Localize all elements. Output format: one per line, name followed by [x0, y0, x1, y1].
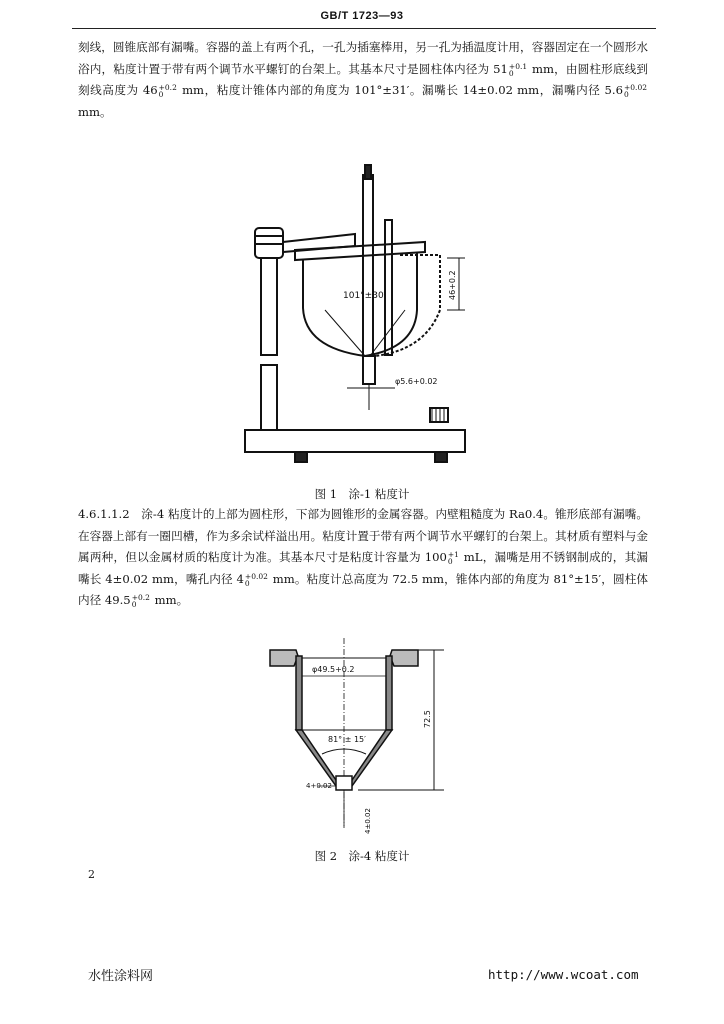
fig1-base-plate	[245, 430, 465, 452]
page-header: GB/T 1723—93	[320, 10, 404, 22]
fig1-plug-rod	[363, 175, 373, 375]
header-rule	[72, 28, 656, 29]
fig1-nozzle	[363, 356, 375, 384]
fig1-foot-right	[435, 452, 447, 462]
p1-text-c: mm，粘度计锥体内部的角度为 101°±31′。漏嘴长 14±0.02 mm，漏嘴内径 5.6	[177, 83, 623, 97]
fig2-flange-left	[270, 650, 298, 666]
figure-2-drawing	[258, 636, 458, 836]
figure-2-caption: 图 2 涂-4 粘度计	[314, 849, 410, 863]
paragraph-2	[78, 504, 648, 612]
fig2-nozzle	[336, 776, 352, 790]
p2-text-c: mm。粘度计总高度为 72.5 mm，锥体内部的角度为 81°±15′，圆柱体内径 49.5	[78, 571, 649, 607]
p2-tol-c: +0.2 0	[131, 593, 150, 609]
fig1-height-label: 46+0.2	[448, 270, 457, 300]
fig1-lid	[295, 242, 425, 260]
fig1-foot-left	[295, 452, 307, 462]
p2-text-b: mL，漏嘴是用不锈钢制成的，其漏嘴长 4±0.02 mm，嘴孔内径 4	[78, 550, 648, 586]
fig2-nozzle-length-label: 4±0.02	[364, 808, 372, 834]
fig1-level-screw	[430, 408, 448, 422]
fig2-wall-right	[386, 656, 392, 730]
fig2-angle-label: 81° ± 15′	[328, 735, 366, 744]
footer-site-name: 水性涂料网	[88, 969, 154, 984]
p1-text-b: mm，由圆柱形底线到刻线高度为 46	[78, 61, 648, 97]
figure-1-drawing	[235, 160, 475, 475]
p1-text-a: 刻线，圆锥底部有漏嘴。容器的盖上有两个孔，一孔为插塞棒用，另一孔为插温度计用，容器固定在一个圆形水浴内，粘度计置于带有两个调节水平螺钉的台架上。其基本尺寸是圆柱体内径为 51	[78, 40, 648, 76]
p1-tol-a: +0.1 0	[508, 61, 528, 78]
fig1-cup	[303, 252, 417, 356]
fig2-orifice-label: 4+0.02	[306, 782, 332, 790]
fig1-column-lower	[261, 365, 277, 430]
p2-text-d: mm。	[150, 593, 189, 607]
footer-url[interactable]: http://www.wcoat.com	[488, 967, 639, 982]
paragraph-1	[78, 37, 648, 123]
p1-tol-c: +0.02 0	[624, 83, 647, 99]
fig1-angle-label: 101°±30′	[343, 291, 386, 301]
p2-tol-a: +1 0	[447, 550, 459, 566]
p2-text-a: 4.6.1.1.2 涂-4 粘度计的上部为圆柱形，下部为圆锥形的金属容器。内壁粗糙度为 Ra0.4。锥形底部有漏嘴。在容器上部有一圈凹槽，作为多余试样溢出用。粘度计置于带有两个调节水平螺钉的台架上。其材质有塑料与金属两种，但以金属材质的粘度计为准。其基本尺寸是粘度计容量为 100	[78, 507, 648, 564]
page-number: 2	[88, 868, 95, 881]
fig2-diameter-label: φ49.5+0.2	[312, 665, 355, 674]
fig2-wall-left	[296, 656, 302, 730]
p1-tol-b: +0.2 0	[158, 83, 177, 99]
p2-tol-b: +0.02 0	[244, 571, 268, 588]
fig1-diameter-label: φ5.6+0.02	[395, 377, 438, 386]
p1-text-d: mm。	[78, 104, 112, 119]
fig1-column-upper	[261, 255, 277, 355]
figure-1-caption: 图 1 涂-1 粘度计	[314, 487, 410, 501]
fig2-flange-right	[390, 650, 418, 666]
fig2-height-label: 72.5	[423, 710, 432, 728]
